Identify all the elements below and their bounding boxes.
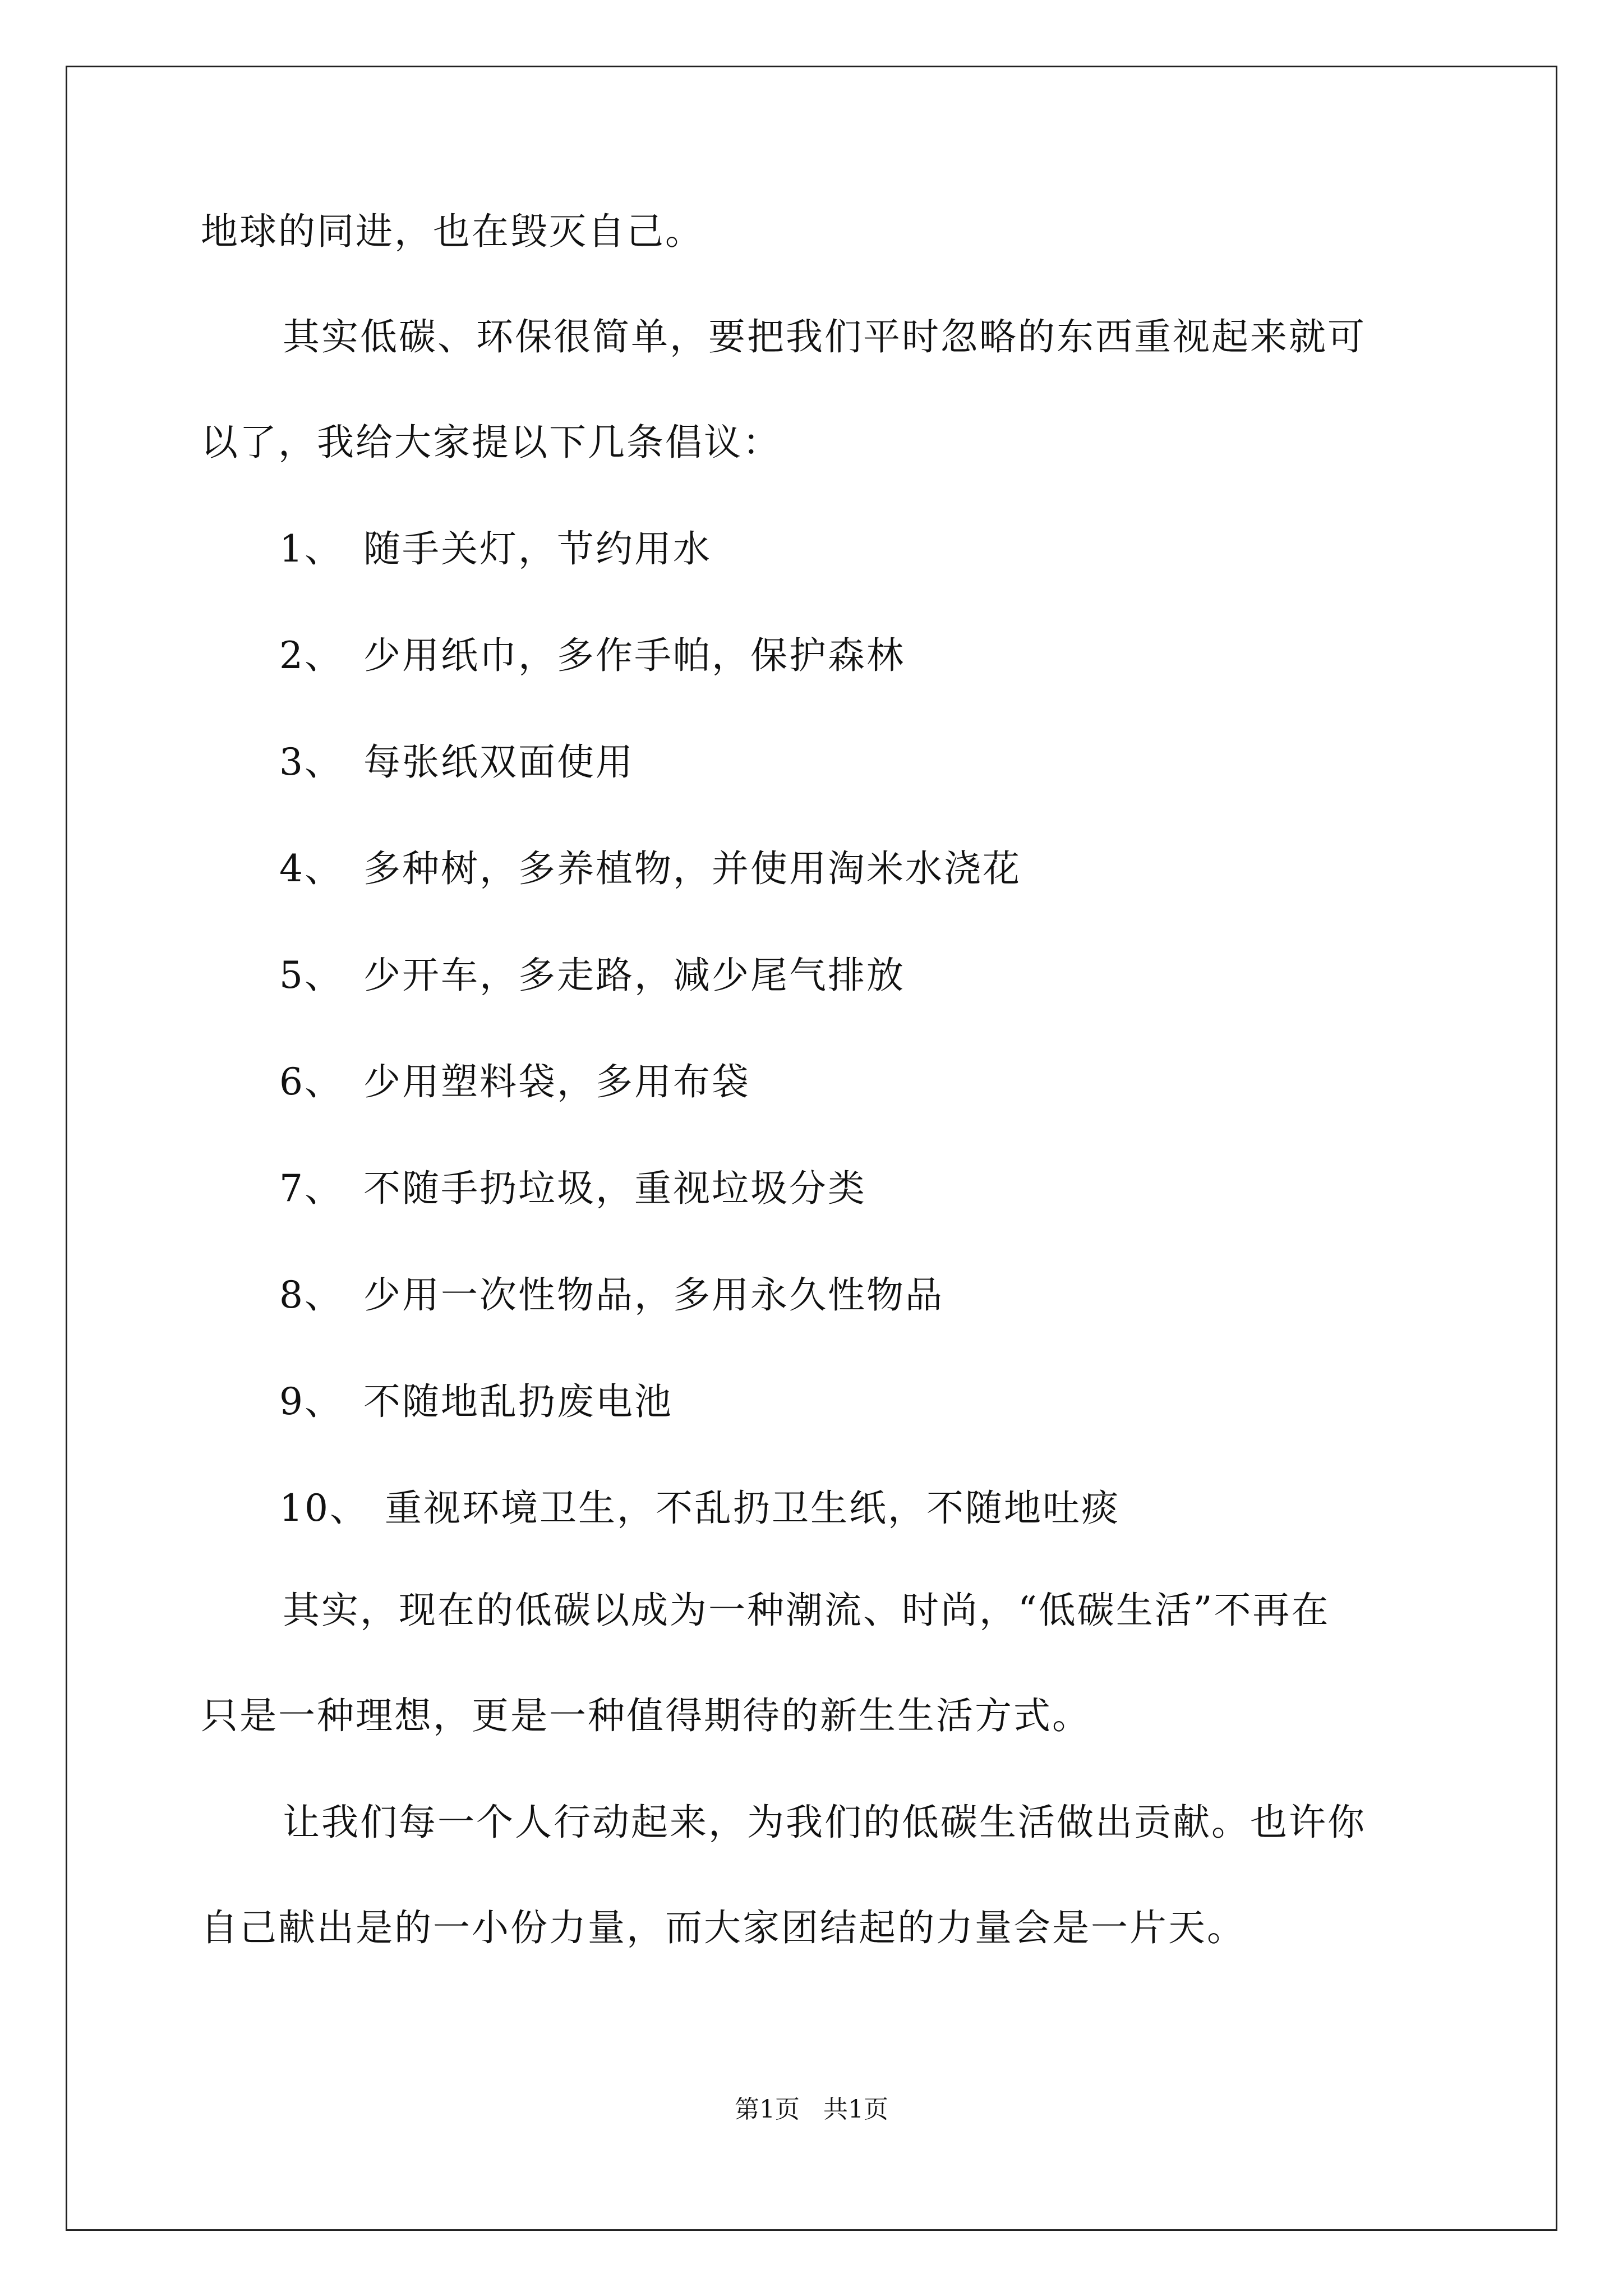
list-text: 不随手扔垃圾，重视垃圾分类 [363,1167,866,1210]
list-number: 4、 [279,847,343,890]
paragraph-line: 让我们每一个人行动起来，为我们的低碳生活做出贡献。也许你 [283,1801,1366,1844]
list-item [201,1060,1435,1103]
list-text: 少用纸巾，多作手帕，保护森林 [363,634,905,677]
list-item [201,527,1435,570]
list-number: 2、 [279,634,343,677]
paragraph-line: 其实低碳、环保很简单，要把我们平时忽略的东西重视起来就可 [283,315,1366,358]
list-text: 重视环境卫生，不乱扔卫生纸，不随地吐痰 [385,1487,1120,1530]
list-number: 6、 [279,1060,343,1103]
list-text: 每张纸双面使用 [363,740,634,784]
page-number-footer: 第1页 共1页 [735,2095,888,2124]
list-text: 不随地乱扔废电池 [363,1380,673,1423]
list-number: 5、 [279,954,343,997]
paragraph-line: 其实，现在的低碳以成为一种潮流、时尚，“低碳生活”不再在 [283,1589,1330,1632]
paragraph-line: 地球的同进，也在毁灭自己。 [201,210,704,253]
list-number: 8、 [279,1273,343,1317]
list-text: 随手关灯，节约用水 [363,527,712,570]
list-item [201,634,1435,677]
paragraph-line: 以了，我给大家提以下几条倡议： [201,421,781,464]
list-number: 3、 [279,740,343,784]
list-text: 多种树，多养植物，并使用淘米水浇花 [363,847,1021,890]
list-item [201,1380,1435,1423]
list-item [201,1273,1435,1317]
list-text: 少用一次性物品，多用永久性物品 [363,1273,944,1317]
paragraph-line: 自己献出是的一小份力量，而大家团结起的力量会是一片天。 [201,1906,1246,1949]
document-body [201,210,1435,1949]
list-item [201,740,1435,784]
list-number: 7、 [279,1167,343,1210]
list-number: 10、 [279,1487,368,1530]
list-item [201,1167,1435,1210]
proposal-list [201,527,1435,1530]
list-item [201,1487,1435,1530]
list-item [201,954,1435,997]
list-number: 1、 [279,527,343,570]
list-item [201,847,1435,890]
list-text: 少开车，多走路，减少尾气排放 [363,954,905,997]
list-text: 少用塑料袋，多用布袋 [363,1060,750,1103]
paragraph-line: 只是一种理想，更是一种值得期待的新生生活方式。 [201,1694,1091,1737]
list-number: 9、 [279,1380,343,1423]
